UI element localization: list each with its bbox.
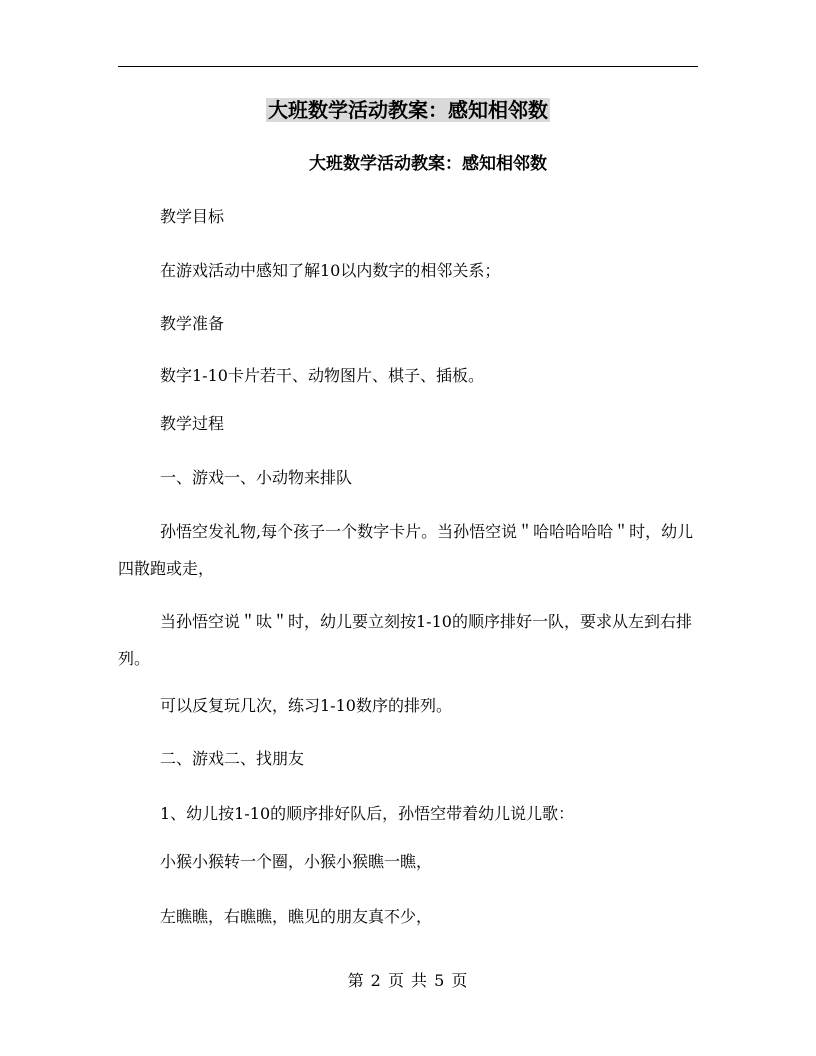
header-rule: [118, 66, 698, 67]
paragraph: 在游戏活动中感知了解10以内数字的相邻关系；: [160, 261, 501, 280]
paragraph: 1、幼儿按1-10的顺序排好队后，孙悟空带着幼儿说儿歌：: [160, 804, 575, 823]
paragraph: 左瞧瞧，右瞧瞧，瞧见的朋友真不少，: [160, 907, 433, 926]
paragraph: 教学准备: [160, 314, 225, 333]
paragraph: 二、游戏二、找朋友: [160, 749, 305, 768]
running-header-text: 大班数学活动教案：感知相邻数: [268, 98, 548, 122]
paragraph: 当孙悟空说＂呔＂时，幼儿要立刻按1-10的顺序排好一队，要求从左到右排列。: [118, 612, 692, 668]
paragraph: 教学目标: [160, 207, 225, 226]
paragraph: 一、游戏一、小动物来排队: [160, 468, 353, 487]
paragraph: 小猴小猴转一个圈，小猴小猴瞧一瞧，: [160, 852, 433, 871]
document-title: 大班数学活动教案：感知相邻数: [309, 154, 547, 174]
paragraph: 教学过程: [160, 414, 225, 433]
running-header: [0, 94, 816, 126]
paragraph: 数字1-10卡片若干、动物图片、棋子、插板。: [160, 366, 484, 385]
page-number: 第 2 页 共 5 页: [347, 971, 469, 990]
paragraph: 孙悟空发礼物,每个孩子一个数字卡片。当孙悟空说＂哈哈哈哈哈＂时，幼儿四散跑或走，: [118, 522, 694, 578]
paragraph: 可以反复玩几次，练习1-10数序的排列。: [160, 696, 452, 715]
